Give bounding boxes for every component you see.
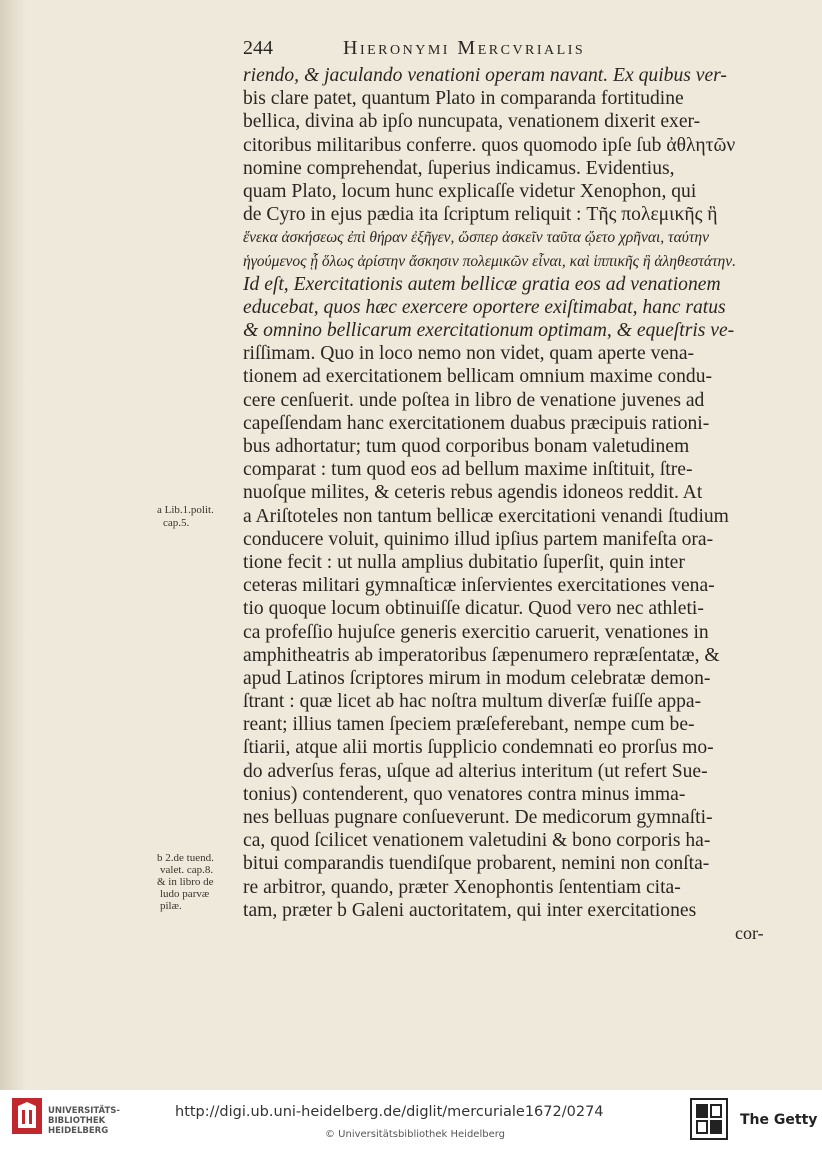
permalink-url[interactable]: http://digi.ub.uni-heidelberg.de/diglit/mercuriale1672/0274	[175, 1104, 604, 1120]
text-line: cere cenſuerit. unde poſtea in libro de venatione juvenes ad	[243, 389, 705, 411]
margin-note-b-line: pilæ.	[160, 900, 182, 912]
text-line: ceteras militari gymnaſticæ inſervientes exercitationes vena-	[243, 575, 715, 597]
copyright-notice: © Universitätsbibliothek Heidelberg	[325, 1129, 506, 1140]
text-line: comparat : tum quod eos ad bellum maxime inſtituit, ſtre-	[243, 459, 693, 481]
text-line: tione fecit : ut nulla amplius dubitatio ſuperſit, quin inter	[243, 551, 685, 573]
text-line: conducere voluit, quinimo illud ipſius partem manifeſta ora-	[243, 528, 714, 550]
page-header	[243, 35, 783, 63]
margin-note-a-line: cap.5.	[163, 517, 190, 529]
text-line: nomine comprehendat, ſuperius indicamus. Evidentius,	[243, 157, 675, 179]
text-line: a Ariſtoteles non tantum bellicæ exercitationi venandi ſtudium	[243, 505, 729, 527]
text-line: bus adhortatur; tum quod corporibus bonam valetudinem	[243, 436, 690, 457]
text-line: re arbitror, quando, præter Xenophontis ſententiam cita-	[243, 876, 681, 898]
text-line: tionem ad exercitationem bellicam omnium maxime condu-	[243, 366, 713, 388]
viewer-footer	[0, 1090, 822, 1149]
text-line: apud Latinos ſcriptores mirum in modum celebratæ demon-	[243, 667, 711, 689]
text-line: tio quoque locum obtinuiſſe dicatur. Quod vero nec athleti-	[243, 598, 704, 620]
text-line: tonius) contenderent, quo venatores contra minus imma-	[243, 783, 686, 805]
margin-note-b-line: & in libro de	[157, 876, 214, 888]
text-line: quam Plato, locum hunc explicaſſe videtur Xenophon, qui	[243, 180, 697, 202]
university-library-logo-icon	[10, 1096, 44, 1136]
text-line: capeſſendam hanc exercitationem duabus præcipuis rationi-	[243, 412, 710, 434]
text-line: riendo, & jaculando venationi operam navant. Ex quibus ver-	[243, 65, 727, 86]
text-line: riſſimam. Quo in loco nemo non videt, quam aperte vena-	[243, 343, 695, 365]
greek-text-line: ἕνεκα ἀσκήσεως ἐπὶ θήραν ἐξῆγεν, ὥσπερ ἀσκεῖν ταῦτα ᾤετο χρῆναι, ταύτην	[243, 229, 709, 247]
running-head: Hieronymi Mercvrialis	[343, 37, 586, 59]
text-line: & omnino bellicarum exercitationum optimam, & equeſtris ve-	[243, 320, 735, 342]
main-text-block	[243, 64, 783, 922]
text-line: educebat, quos hæc exercere oportere exiſtimabat, hanc ratus	[243, 296, 726, 318]
getty-name: The Getty	[740, 1112, 818, 1128]
text-line: de Cyro in ejus pædia ita ſcriptum reliquit : Τῆς πολεμικῆς ἣ	[243, 204, 718, 226]
text-line: ſtiarii, atque alii mortis ſupplicio condemnati eo prorſus mo-	[243, 737, 714, 759]
margin-note-b-line: valet. cap.8.	[160, 864, 214, 876]
margin-note-b-line: b 2.de tuend.	[157, 852, 214, 864]
text-line: nes belluas pugnare conſueverunt. De medicorum gymnaſti-	[243, 807, 713, 828]
text-line: amphitheatris ab imperatoribus ſæpenumero repræſentatæ, &	[243, 644, 720, 666]
page-number: 244	[243, 37, 273, 59]
text-line: ſtrant : quæ licet ab hac noſtra multum diverſæ fuiſſe appa-	[243, 691, 702, 713]
getty-logo-icon	[690, 1098, 728, 1140]
text-line: nuoſque milites, & ceteris rebus agendis idoneos reddit. At	[243, 482, 703, 504]
margin-note-a-line: a Lib.1.polit.	[157, 504, 214, 516]
text-line: bis clare patet, quantum Plato in comparanda fortitudine	[243, 88, 684, 110]
catchword: cor-	[735, 923, 764, 943]
text-line: ca profeſſio hujuſce generis exercitio caruerit, venationes in	[243, 621, 709, 643]
text-line: citoribus militaribus conferre. quos quomodo ipſe ſub ἀθλητῶν	[243, 134, 736, 156]
greek-text-line: ἡγούμενος ᾗ ὅλως ἀρίστην ἄσκησιν πολεμικῶν εἶναι, καὶ ἱππικῆς ἣ ἀληθεστάτην.	[243, 252, 736, 270]
text-line: bellica, divina ab ipſo nuncupata, venationem dixerit exer-	[243, 111, 701, 133]
text-line: tam, præter b Galeni auctoritatem, qui inter exercitationes	[243, 899, 697, 921]
text-line: ca, quod ſcilicet venationem valetudini & bono corporis ha-	[243, 830, 711, 852]
margin-note-b-line: ludo parvæ	[160, 888, 210, 900]
text-line: reant; illius tamen ſpeciem præſeferebant, nempe cum be-	[243, 714, 695, 736]
library-name: UNIVERSITÄTS- BIBLIOTHEK HEIDELBERG	[48, 1106, 120, 1136]
text-line: do adverſus feras, uſque ad alterius interitum (ut refert Sue-	[243, 760, 708, 782]
text-line: Id eſt, Exercitationis autem bellicæ gratia eos ad venationem	[243, 273, 721, 295]
text-line: bitui comparandis tuendiſque probarent, nemini non conſta-	[243, 853, 710, 875]
